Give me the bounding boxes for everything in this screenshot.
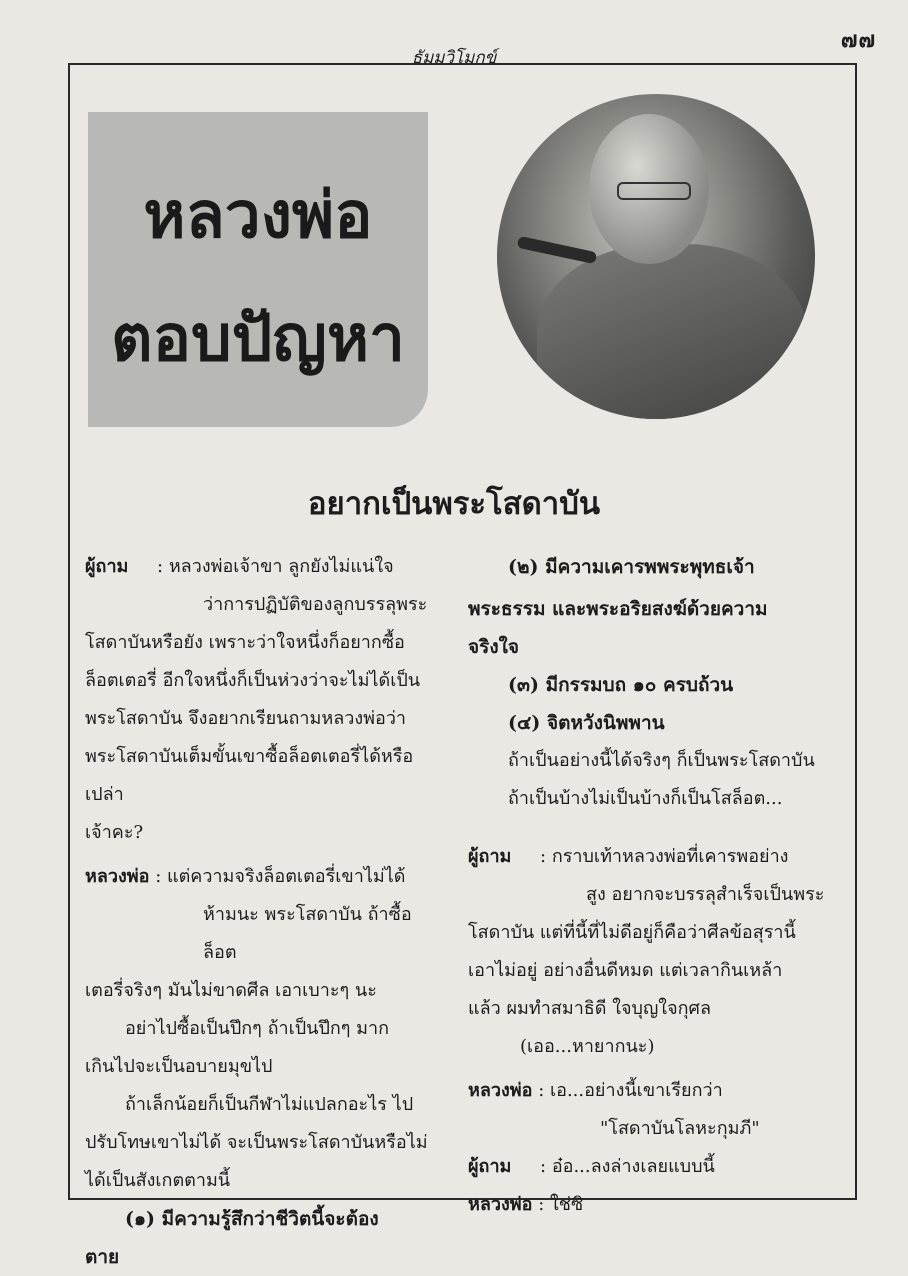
question-1-line-2: ว่าการปฏิบัติของลูกบรรลุพระ (203, 594, 428, 615)
answer-1-line-3: เตอรี่จริงๆ มันไม่ขาดศีล เอาเบาะๆ นะ (85, 980, 377, 1001)
running-header: ธัมมวิโมกข์ (411, 48, 497, 68)
answer-text: : ใช่ซิ (538, 1194, 584, 1215)
question-2-line-1 (468, 838, 838, 876)
speaker-label: ผู้ถาม (85, 556, 129, 577)
item-3: (๓) มีกรรมบถ ๑๐ ครบถ้วน (508, 674, 734, 696)
answer-1-line-8: ได้เป็นสังเกตตามนี้ (85, 1170, 231, 1191)
title-line-2: ตอบปัญหา (111, 302, 405, 376)
item-2-line-3: จริงใจ (468, 636, 520, 658)
question-1-line-6: พระโสดาบันเต็มขั้นเขาซื้อล็อตเตอรี่ได้หรือเปล่า (85, 746, 414, 805)
question-text: : หลวงพ่อเจ้าขา ลูกยังไม่แน่ใจ (157, 556, 394, 577)
page-number: ๗๗ (840, 27, 876, 53)
answer-1-line-2: ห้ามนะ พระโสดาบัน ถ้าซื้อล็อต (203, 904, 412, 963)
question-text: : อ๋อ...ลงล่างเลยแบบนี้ (540, 1156, 715, 1177)
photo-robe (537, 244, 807, 419)
speaker-label: หลวงพ่อ (468, 1194, 533, 1215)
item-1-line-2: ตาย (85, 1246, 120, 1268)
section-title: อยากเป็นพระโสดาบัน (307, 486, 601, 522)
item-4: (๔) จิตหวังนิพพาน (508, 712, 665, 734)
answer-1-line-1 (85, 858, 445, 896)
answer-1-line-5: เกินไปจะเป็นอบายมุขไป (85, 1056, 273, 1077)
item-1-line-1: (๑) มีความรู้สึกว่าชีวิตนี้จะต้อง (125, 1208, 379, 1230)
speaker-label: หลวงพ่อ (85, 866, 150, 887)
left-column (85, 548, 445, 1276)
answer-2-line-2: "โสดาบันโลหะกุมภี" (600, 1118, 760, 1139)
answer-3-line-1 (468, 1186, 838, 1224)
photo-glasses (617, 182, 691, 200)
right-column (468, 548, 838, 1224)
speaker-label: ผู้ถาม (468, 846, 512, 867)
answer-text: : เอ...อย่างนี้เขาเรียกว่า (538, 1080, 723, 1101)
question-1-line-1 (85, 548, 445, 586)
microphone-icon (517, 236, 598, 264)
speaker-label: ผู้ถาม (468, 1156, 512, 1177)
item-2-line-1: (๒) มีความเคารพพระพุทธเจ้า (508, 556, 755, 578)
note-line-2: ถ้าเป็นบ้างไม่เป็นบ้างก็เป็นโสล็อต... (508, 788, 783, 809)
question-2-line-5: แล้ว ผมทำสมาธิดี ใจบุญใจกุศล (468, 998, 711, 1019)
answer-1-line-6: ถ้าเล็กน้อยก็เป็นกีฬาไม่แปลกอะไร ไป (125, 1094, 414, 1115)
speaker-label: หลวงพ่อ (468, 1080, 533, 1101)
title-line-1: หลวงพ่อ (143, 179, 373, 253)
monk-portrait-photo (497, 94, 815, 419)
question-2-line-4: เอาไม่อยู่ อย่างอื่นดีหมด แต่เวลากินเหล้า (468, 960, 783, 981)
question-1-line-3: โสดาบันหรือยัง เพราะว่าใจหนึ่งก็อยากซื้อ (85, 632, 405, 653)
note-line-1: ถ้าเป็นอย่างนี้ได้จริงๆ ก็เป็นพระโสดาบัน (508, 750, 815, 771)
answer-text: : แต่ความจริงล็อตเตอรี่เขาไม่ได้ (155, 866, 406, 887)
question-1-line-4: ล็อตเตอรี่ อีกใจหนึ่งก็เป็นห่วงว่าจะไม่ได้เป็น (85, 670, 421, 691)
question-2-line-3: โสดาบัน แต่ที่นี้ที่ไม่ดีอยู่ก็คือว่าศีลข้อสุรานี้ (468, 922, 796, 943)
item-2-line-2: พระธรรม และพระอริยสงฆ์ด้วยความ (468, 598, 768, 620)
question-1-line-7: เจ้าคะ? (85, 822, 144, 843)
question-1-line-5: พระโสดาบัน จึงอยากเรียนถามหลวงพ่อว่า (85, 708, 407, 729)
question-2-line-6: (เออ...หายากนะ) (520, 1036, 655, 1057)
answer-1-line-7: ปรับโทษเขาไม่ได้ จะเป็นพระโสดาบันหรือไม่ (85, 1132, 428, 1153)
question-3-line-1 (468, 1148, 838, 1186)
question-text: : กราบเท้าหลวงพ่อที่เคารพอย่าง (540, 846, 789, 867)
answer-2-line-1 (468, 1072, 838, 1110)
title-panel (88, 112, 428, 427)
question-2-line-2: สูง อยากจะบรรลุสำเร็จเป็นพระ (586, 884, 825, 905)
answer-1-line-4: อย่าไปซื้อเป็นปึกๆ ถ้าเป็นปึกๆ มาก (125, 1018, 390, 1039)
